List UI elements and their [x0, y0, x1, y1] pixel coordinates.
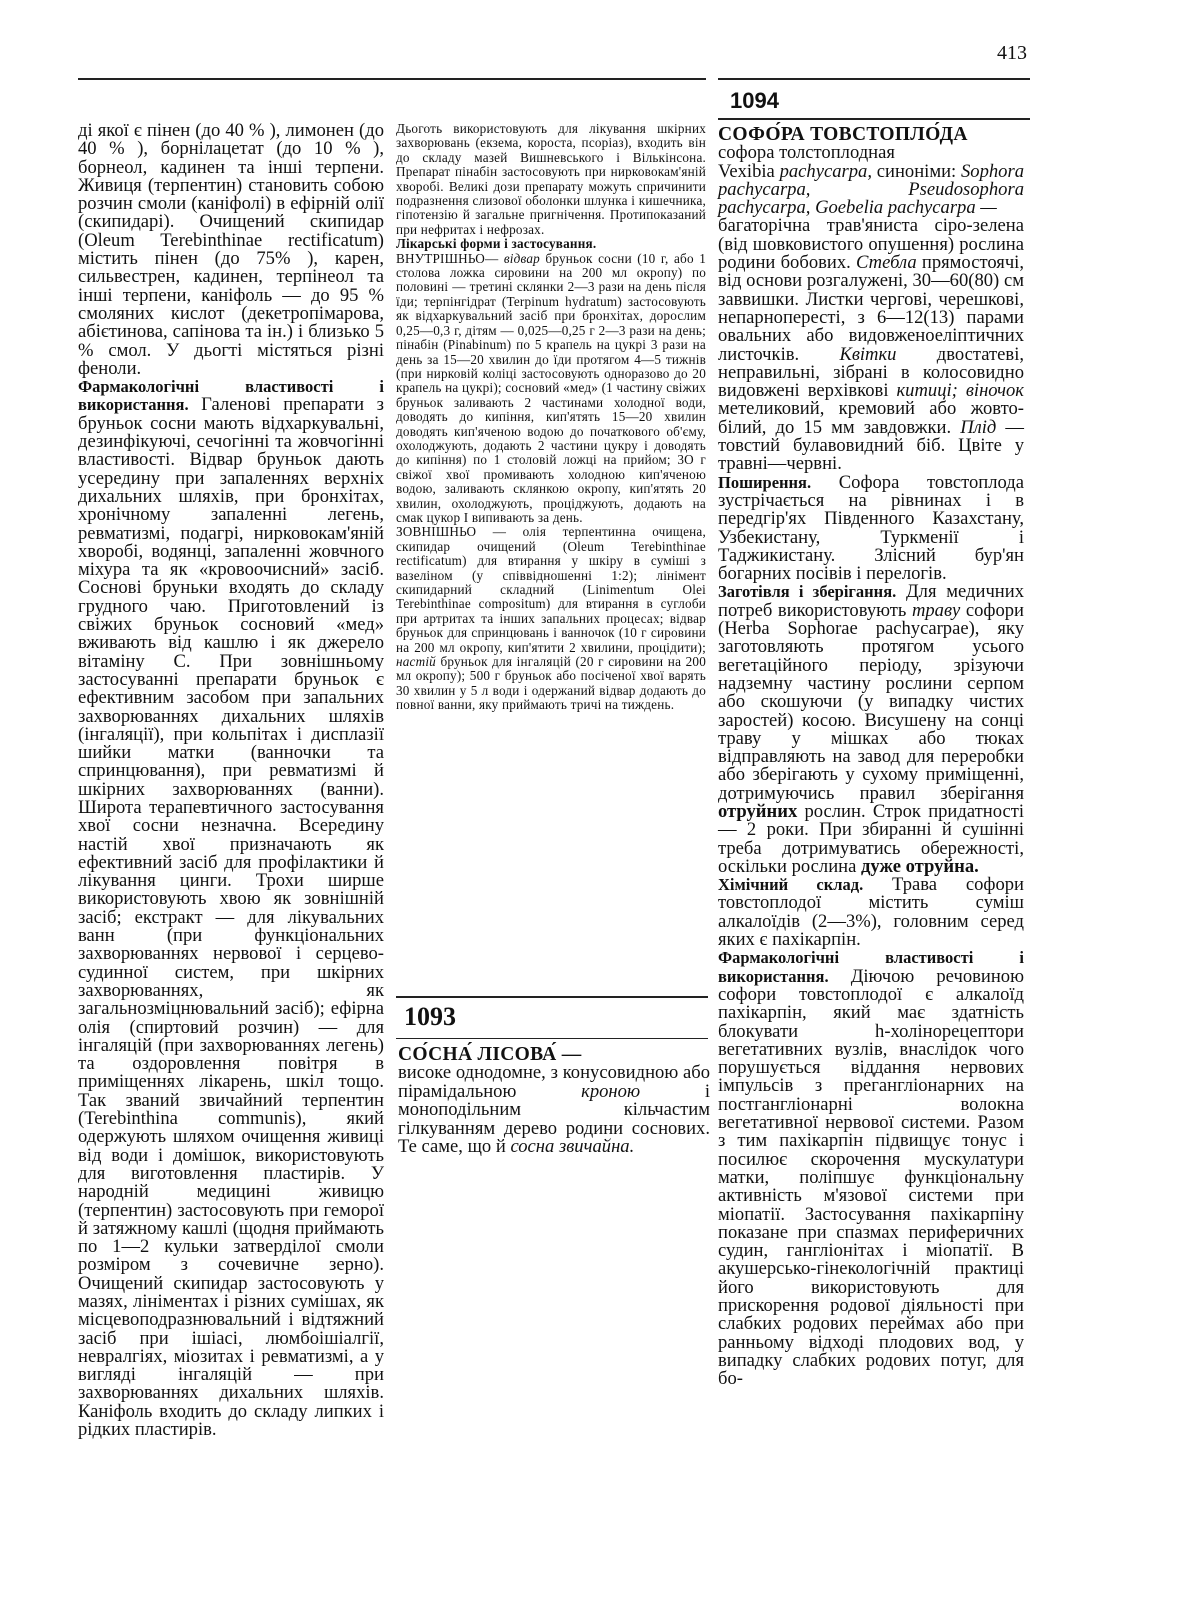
- pharm-heading: Фармакологічні властивості і використання.: [718, 948, 1024, 986]
- col2-forms-heading: Лікарські форми і застосування.: [396, 236, 597, 252]
- chem-heading: Хімічний склад.: [718, 875, 864, 895]
- desc-it-2: Квітки: [839, 343, 897, 365]
- harvest-text-2: софори (Herba Sophorae pachycarpae), яку заготовляють протягом усього вегетаційного періоду, зрізуючи надземну частину рослини серпом або скошуючи (у випадку чистих заростей) косою. Висушену на сонці траву у мішках або тюках відправляють на завод для переробки або зберігають у сухому приміщенні, дотримуючись правил зберігання: [718, 599, 1024, 804]
- entry-number-1094: 1094: [730, 88, 779, 113]
- entry-1094-spread: [718, 471, 1024, 585]
- synonyms-text: Vexibia: [718, 160, 780, 182]
- entry-1094-harvest: [718, 583, 1024, 876]
- harvest-heading: Заготівля і зберігання.: [718, 582, 897, 602]
- col1-pharm-heading: Фармакологічні властивості і використання.: [78, 377, 384, 415]
- synonyms-label: синоніми:: [872, 160, 961, 182]
- col2-paragraph-1: Дьоготь використовують для лікування шкірних захворювань (екзема, короста, псоріаз), входить він до складу мазей Вишневського і Вількінсона. Препарат пінабін застосовують при нирковокам'яній хворобі. Великі дози препарату можуть спричинити подразнення слизової оболонки шлунка і кишечника, гіпотензію й загальне пригнічення. Протипоказаний при нефритах і нефрозах.: [396, 121, 706, 237]
- desc-2: прямостоячі, від основи розгалужені, 30—60(80) см заввишки. Листки чергові, черешкові, непарнопересті, з 6—12(13) парами овальних або видовженоеліптичних листочків.: [718, 252, 1024, 365]
- entry-1093-italic-1: кроною: [581, 1080, 641, 1102]
- desc-3: двостатеві, неправильні, зібрані в колосовидно видовжені верхівкові: [718, 343, 1025, 402]
- desc-4: метеликовий, кремовий або жовто-білий, до 15 мм завдовжки.: [718, 398, 1024, 438]
- desc-it-4: Плід: [960, 416, 997, 438]
- entry-1093-text-2: і моноподільним кільчастим гілкуванням дерево родини соснових. Те саме, що й: [398, 1080, 710, 1158]
- entry-1093-italic-2: сосна звичайна.: [510, 1136, 635, 1158]
- harvest-bold-2: дуже отруйна.: [861, 855, 979, 877]
- entry-1094-pharm: [718, 949, 1024, 1388]
- col2-inside-label: ВНУТРІШНЬО—: [396, 250, 499, 266]
- page-number: 413: [997, 42, 1027, 64]
- column-1: [78, 122, 384, 1439]
- col1-paragraph-1: ді якої є пінен (до 40 % ), лимонен (до 40 % ), борнілацетат (до 10 % ), борнеол, кадинен та інші терпени. Живиця (терпентин) становить собою розчин смоли (каніфолі) в ефірній олії (скипидарі). Очищений скипидар (Oleum Terebinthinae rectificatum) містить пінен (до 75% ), карен, сильвестрен, кадинен, терпінеол та інші терпени, каніфоль — до 95 % смоляних кислот (декетропімарова, абієтинова, сапінова та ін.) і близько 5 % смол. У дьогті містяться різні феноли.: [78, 120, 384, 379]
- entry-1094-synonyms: [718, 160, 1024, 219]
- rule-1093-top: [396, 996, 708, 998]
- synonyms-italic-2: Sophora pachycarpa, Pseudosophora pachycarpa, Goebelia pachycarpa —: [718, 160, 1024, 219]
- entry-1093-text: [398, 1064, 710, 1156]
- pharm-text: Діючою речовиною софори товстоплодої є алкалоїд пахікарпін, який має здатність блокувати h-холінорецептори вегетативних вузлів, внаслідок чого порушується віддання нервових імпульсів з прегангліонарних на постгангліонарні волокна вегетативної нервової системи. Разом з тим пахікарпін підвищує тонус і посилює скорочення мускулатури матки, поліпшує функціональну активність м'язової системи при міопатії. Застосування пахікарпіну показане при спазмах периферичних судин, гангліонітах і міопатії. В акушерсько-гінекологічній практиці його використовують для прискорення родової діяльності при слабких родових переймах або при ранньому відході плодових вод, у випадку слабких родових потуг, для бо-: [718, 965, 1024, 1390]
- desc-5: — товстий булавовидний біб. Цвіте у травні—червні.: [718, 416, 1024, 475]
- entry-1093-title: СО́СНА́ ЛІСОВА́ —: [398, 1044, 582, 1065]
- chem-text: Трава софори товстоплодої містить суміш алкалоїдів (2—3%), головним серед яких є пахікарпін.: [718, 874, 1024, 951]
- entry-1094-ru-name: софора толстоплодная: [718, 142, 895, 164]
- synonyms-italic-1: pachycarpa,: [779, 160, 872, 182]
- rule-1094-top: [718, 118, 1030, 120]
- col2-inside-italic: відвар: [498, 250, 540, 266]
- entry-1093: [398, 1046, 710, 1156]
- column-3: [718, 126, 1024, 1388]
- col1-paragraph-2: [78, 378, 384, 1439]
- spread-heading: Поширення.: [718, 472, 812, 492]
- col2-outside-text-2: бруньок для інгаляцій (20 г сировини на 200 мл окропу); 500 г бруньок або посіченої хвої варять 30 хвилин у 5 л води і одержаний відвар додають до повної ванни, яку приймають тричі на тиждень.: [396, 654, 706, 713]
- desc-it-3: китиці; віночок: [896, 380, 1024, 402]
- top-rule-left: [78, 78, 706, 80]
- harvest-text-3: рослин. Строк придатності — 2 роки. При збиранні й сушінні треба дотримуватись обережності, оскільки рослина: [718, 800, 1024, 877]
- entry-1093-text-1: високе однодомне, з конусовидною або пірамідальною: [398, 1062, 710, 1102]
- desc-it-1: Стебла: [856, 252, 917, 274]
- top-rule-right: [718, 78, 1030, 80]
- column-2: [396, 122, 706, 713]
- entry-1094-title: СОФО́РА ТОВСТОПЛО́ДА: [718, 124, 968, 145]
- entry-1094-description: [718, 217, 1024, 473]
- harvest-bold: отруйних: [718, 800, 798, 822]
- col1-pharm-text: Галенові препарати з бруньок сосни мають відхаркувальні, дезинфікуючі, сечогінні та жовчогінні властивості. Відвар бруньок дають усередину при запаленнях верхніх дихальних шляхів, при бронхітах, хронічному запаленні легень, ревматизмі, подагрі, нирковокам'яній хворобі, водянці, запаленні жовчного міхура та як «кровоочисний» засіб. Соснові бруньки входять до складу грудного чаю. Приготовлений із свіжих бруньок сосновий «мед» вживають від кашлю і як джерело вітаміну С. При зовнішньому застосуванні препарати бруньок є ефективним засобом при запальних захворюваннях дихальних шляхів (інгаляції), при кольпітах і дисплазії шийки матки (ванночки та спринцювання), при ревматизмі й шкірних захворюваннях (ванни). Широта терапевтичного застосування хвої сосни незначна. Всередину настій хвої призначають як ефективний засіб для профілактики й лікування цинги. Трохи ширше використовують хвою як зовнішній засіб; екстракт — для лікувальних ванн (при функціональних захворюваннях нервової і серцево-судинної систем, при шкірних захворюваннях, як загальнозміцнювальний засіб); ефірна олія (спиртовий розчин) — для інгаляцій (при захворюваннях легень) та оздоровлення повітря в приміщеннях лікарень, шкіл тощо. Так званий звичайний терпентин (Terebinthina communis), який одержують шляхом очищення живиці від води і домішок, використовують для виготовлення пластирів. У народній медицині живицю (терпентин) застосовують при геморої й затяжному кашлі (щодня приймають по 1—2 кульки затверділої смоли розміром з сочевичне зерно). Очищений скипидар застосовують у мазях, лініментах і різних сумішах, як місцевоподразнювальний і відтяжний засіб при ішіасі, люмбоішіалгії, невралгіях, міозитах і ревматизмі, а у вигляді інгаляцій — при захворюваннях дихальних шляхів. Каніфоль входить до складу липких і рідких пластирів.: [78, 394, 384, 1441]
- col2-inside-text: бруньок сосни (10 г, або 1 столова ложка сировини на 200 мл окропу) по половині — третині склянки 2—3 рази на день після їди; терпінгідрат (Terpinum hydratum) застосовують як відхаркувальний засіб при бронхітах, дорослим 0,25—0,3 г, дітям — 0,025—0,25 г 2—3 рази на день; пінабін (Pinabinum) по 5 крапель на цукрі 3 рази на день за 15—20 хвилин до їди протягом 4—5 тижнів (при нирковій коліці застосовують одноразово до 20 крапель на цукрі); сосновий «мед» (1 частину свіжих бруньок заливають 2 частинами холодної води, доводять до кипіння, кип'ятять 15—20 хвилин доводять кип'яченою водою до початкового об'єму, охолоджують, додають 2 частини цукру і доводять до кипіння) по 1 столовій ложці на прийом; 3О г свіжої хвої промивають холодною кип'яченою водою, заливають склянкою окропу, кип'ятять 20 хвилин, охолоджують, проціджують, додають на смак цукор І випивають за день.: [396, 250, 706, 525]
- harvest-italic: траву: [911, 599, 961, 621]
- entry-number-1093: 1093: [404, 1002, 456, 1031]
- col2-outside-text: — олія терпентинна очищена, скипидар очищений (Oleum Terebinthinae rectificatum) для втирання у шкіру в суміші з вазеліном (у співвідношенні 1:2); лінімент скипидарний складний (Linimentum Olei Terebinthinae compositum) для втирання в суглоби при артритах та інших запальних процесах; відвар бруньок для спринцювань і ванночок (10 г сировини на 200 мл окропу, кип'ятити 2 хвилини, процідити);: [396, 524, 706, 655]
- col2-outside-label: ЗОВНІШНЬО: [396, 524, 477, 540]
- rule-1093-bottom: [396, 1038, 708, 1039]
- col2-outside-italic: настій: [396, 654, 436, 670]
- harvest-text-1: Для медичних потреб використовують: [718, 581, 1025, 621]
- desc-1: багаторічна трав'яниста сіро-зелена (від шовковистого опушення) рослина родини бобових.: [718, 215, 1024, 274]
- col2-outside-paragraph: [396, 525, 706, 712]
- spread-text: Софора товстоплода зустрічається на рівнинах і в передгір'ях Південного Казахстану, Узбекистану, Туркменії і Таджикистану. Злісний бур'ян богарних посівів і перелогів.: [718, 471, 1024, 585]
- col2-inside-paragraph: [396, 252, 706, 526]
- entry-1094-chem: [718, 876, 1024, 949]
